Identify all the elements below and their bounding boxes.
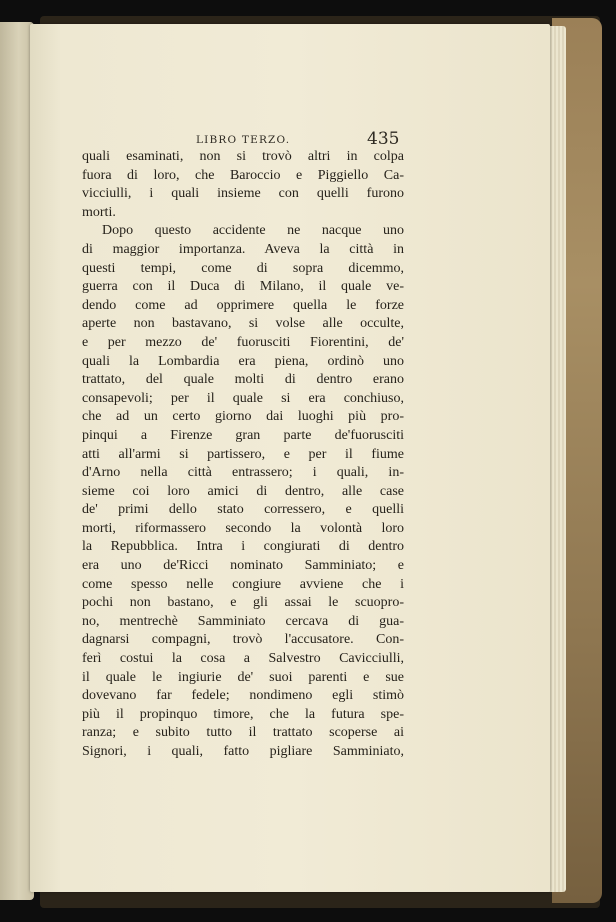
text-line: aperte non bastavano, si volse alle occulte,: [82, 316, 404, 332]
text-line: vicciulli, i quali insieme con quelli furono: [82, 186, 404, 202]
text-line: che ad un certo giorno dai luoghi più pro-: [82, 409, 404, 425]
text-line: no, mentrechè Samminiato cercava di gua-: [82, 613, 404, 629]
text-line: Dopo questo accidente ne nacque uno: [102, 223, 404, 239]
page-number: 435: [367, 129, 400, 149]
text-line: dovevano far fedele; nondimeno egli stimò: [82, 688, 404, 704]
text-line: pinqui a Firenze gran parte de'fuorusciti: [82, 427, 404, 443]
text-line: ranza; e subito tutto il trattato scoperse ai: [82, 725, 404, 741]
text-line: fuora di loro, che Baroccio e Piggiello Ca-: [82, 167, 404, 183]
text-line: come spesso nelle congiure avviene che i: [82, 576, 404, 592]
text-line: quali la Lombardia era piena, ordinò uno: [82, 353, 404, 369]
text-line: Signori, i quali, fatto pigliare Samminiato,: [82, 744, 404, 759]
text-line: d'Arno nella città entrassero; i quali, in-: [82, 465, 404, 481]
text-line: pochi non bastano, e gli assai le scuopro-: [82, 595, 404, 611]
text-line: trattato, del quale molti di dentro erano: [82, 372, 404, 388]
facing-page-edge: [0, 22, 34, 900]
text-line: consapevoli; per il quale si era conchiuso,: [82, 390, 404, 406]
text-line: sieme coi loro amici di dentro, alle case: [82, 483, 404, 499]
body-text: [82, 148, 404, 762]
running-title: LIBRO TERZO.: [196, 134, 291, 146]
text-line: di maggior importanza. Aveva la città in: [82, 241, 404, 257]
text-line: atti all'armi si partissero, e per il fiume: [82, 446, 404, 462]
text-line: morti.: [82, 204, 116, 220]
text-line: dendo come ad opprimere quella le forze: [82, 297, 404, 313]
text-line: de' primi dello stato corressero, e quelli: [82, 502, 404, 518]
text-line: ferì costui la cosa a Salvestro Cavicciulli,: [82, 651, 404, 667]
text-line: questi tempi, come di sopra dicemmo,: [82, 260, 404, 276]
text-line: morti, riformassero secondo la volontà loro: [82, 520, 404, 536]
text-line: era uno de'Ricci nominato Samminiato; e: [82, 558, 404, 574]
text-line: il quale le ingiurie de' suoi parenti e sue: [82, 669, 404, 685]
text-line: guerra con il Duca di Milano, il quale ve-: [82, 279, 404, 295]
text-line: e per mezzo de' fuorusciti Fiorentini, de': [82, 334, 404, 350]
text-line: la Repubblica. Intra i congiurati di dentro: [82, 539, 404, 555]
text-line: quali esaminati, non si trovò altri in colpa: [82, 149, 404, 164]
text-line: dagnarsi compagni, trovò l'accusatore. Con-: [82, 632, 404, 648]
text-line: più il propinquo timore, che la futura spe-: [82, 706, 404, 722]
